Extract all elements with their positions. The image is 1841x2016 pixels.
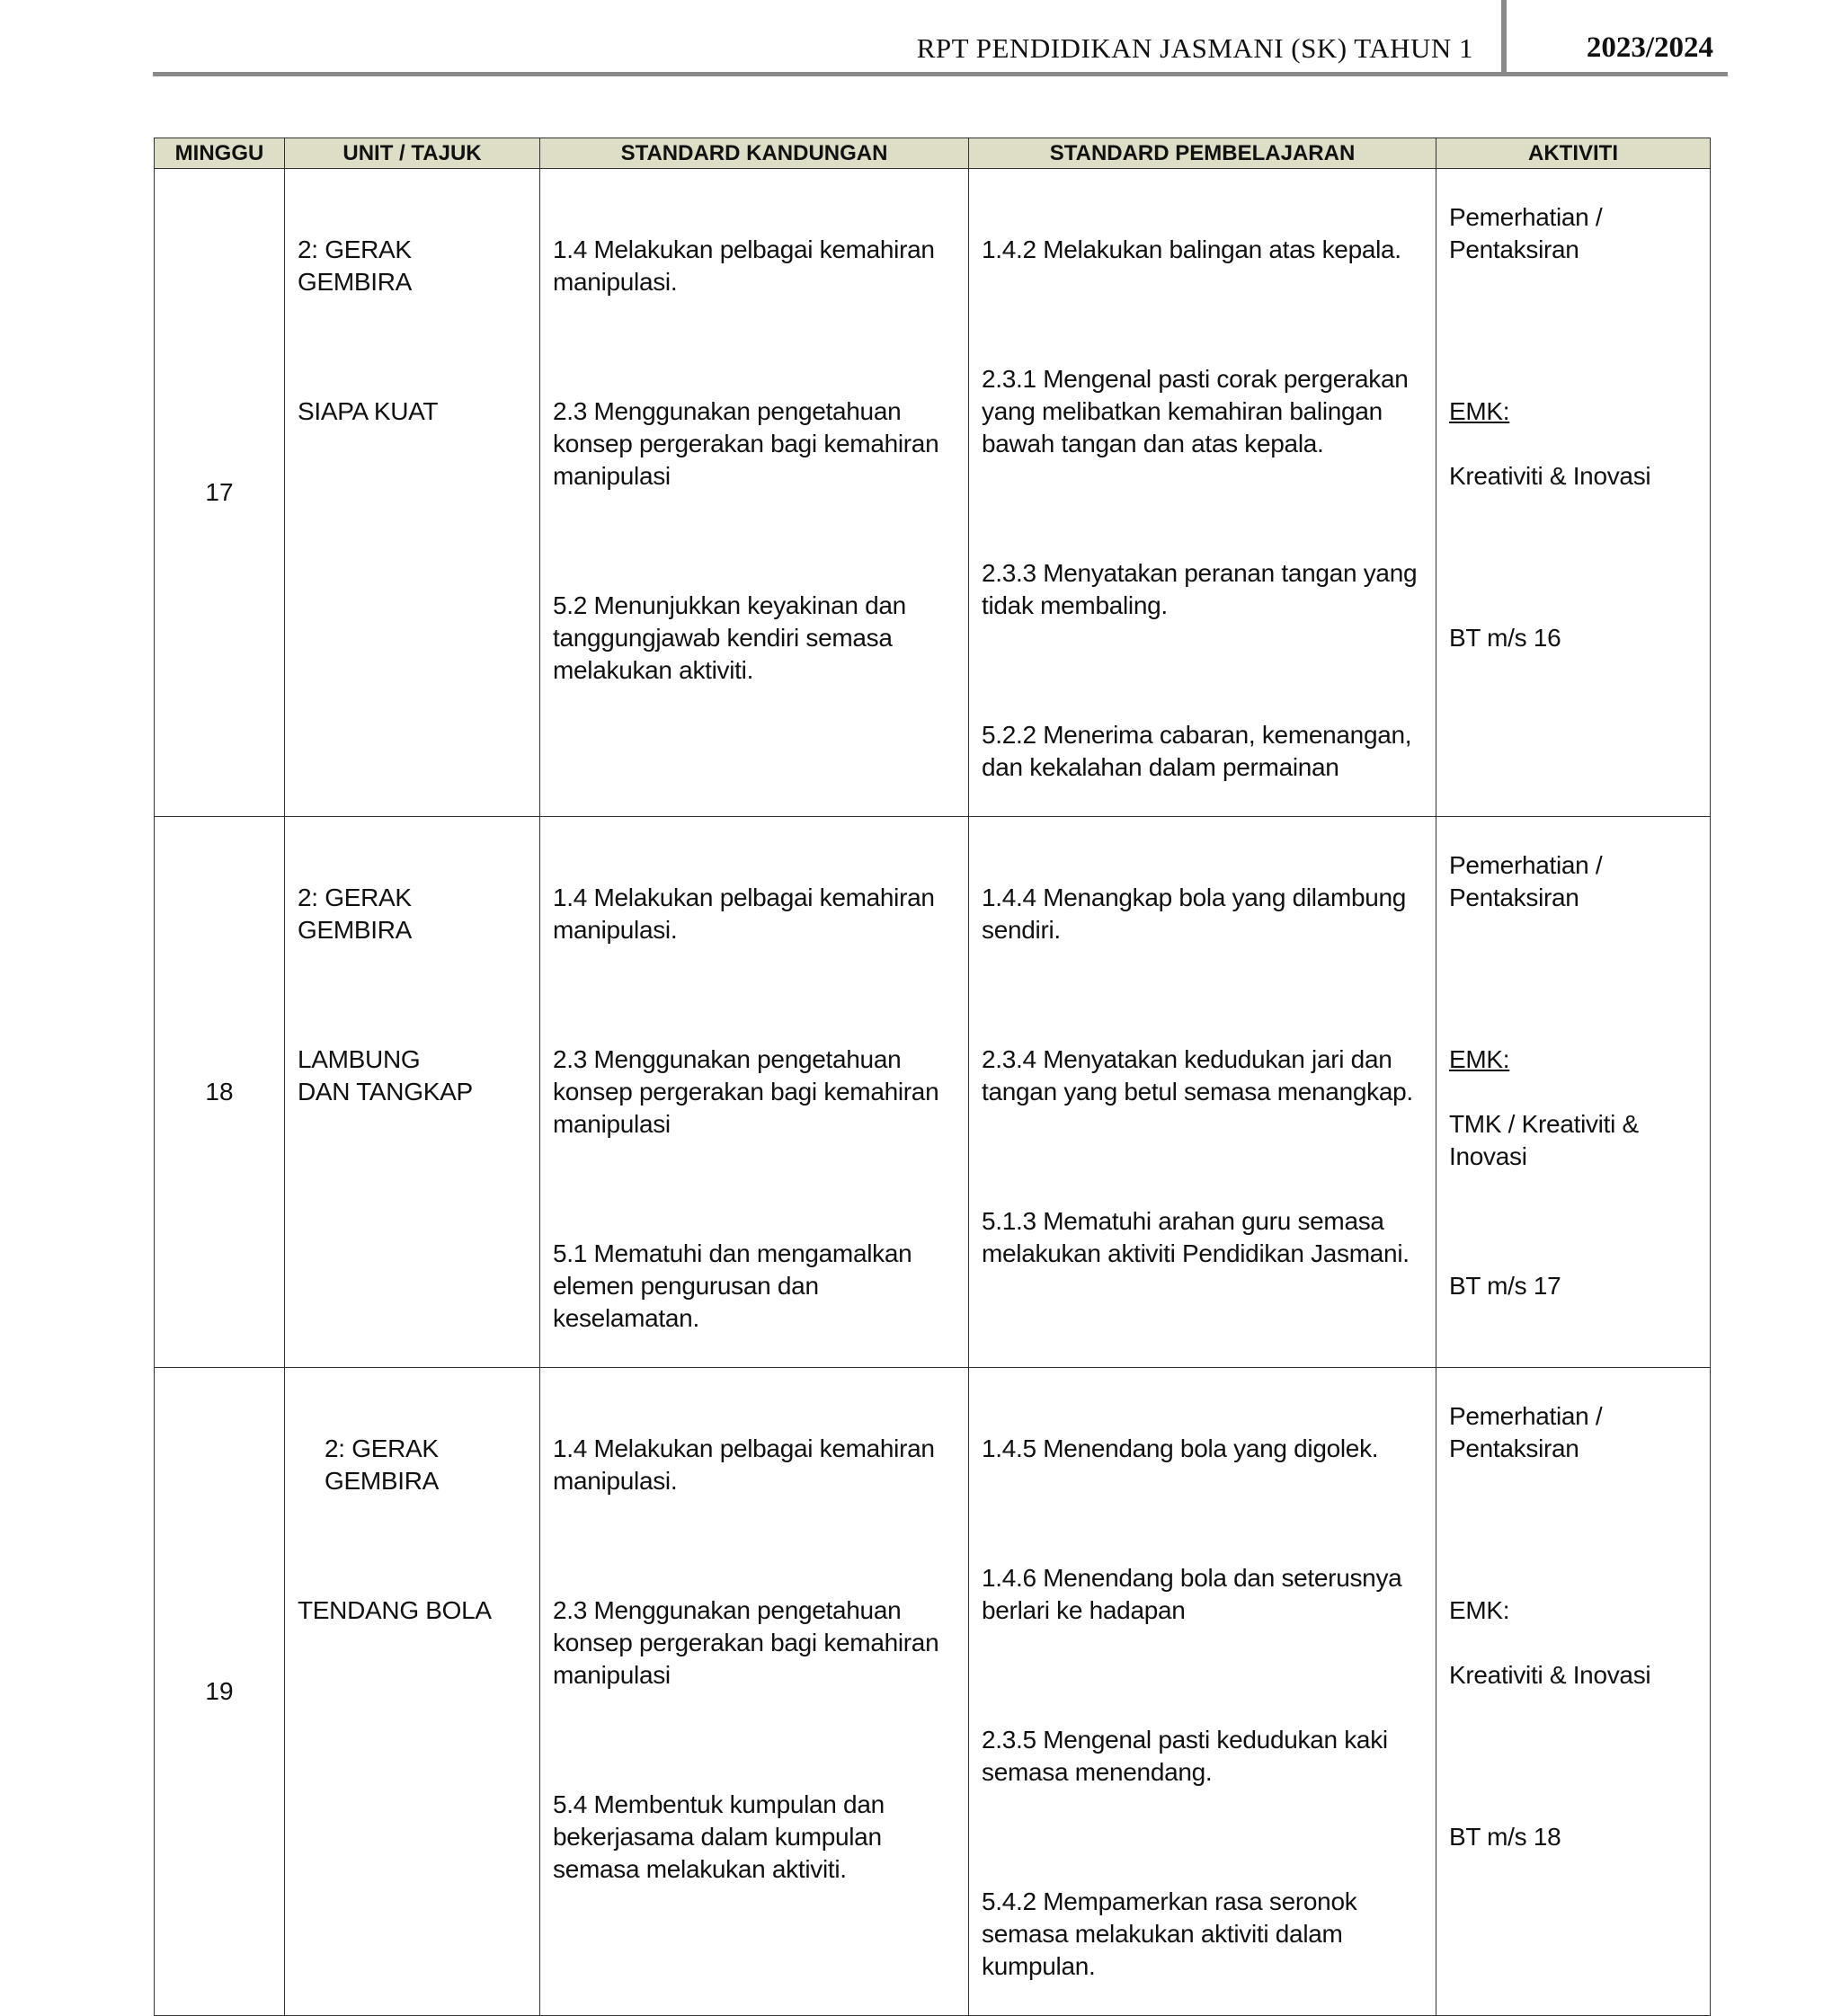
- emk-value: Kreativiti & Inovasi: [1449, 1661, 1651, 1689]
- kandungan-item: 5.4 Membentuk kumpulan dan bekerjasama dalam kumpulan semasa melakukan aktiviti.: [553, 1790, 885, 1883]
- topic-name: LAMBUNG DAN TANGKAP: [298, 1045, 473, 1106]
- kandungan-item: 5.2 Menunjukkan keyakinan dan tanggungjawab kendiri semasa melakukan aktiviti.: [553, 591, 906, 684]
- unit-cell: [285, 1368, 540, 2016]
- kandungan-item: 2.3 Menggunakan pengetahuan konsep pergerakan bagi kemahiran manipulasi: [553, 1596, 939, 1689]
- pembelajaran-item: 2.3.5 Mengenal pasti kedudukan kaki semasa menendang.: [982, 1726, 1388, 1786]
- emk-label: EMK:: [1449, 1596, 1510, 1624]
- pembelajaran-item: 5.4.2 Mempamerkan rasa seronok semasa melakukan aktiviti dalam kumpulan.: [982, 1887, 1357, 1980]
- pembelajaran-item: 2.3.4 Menyatakan kedudukan jari dan tangan yang betul semasa menangkap.: [982, 1045, 1413, 1106]
- unit-cell: [285, 169, 540, 817]
- table-header-row: [155, 138, 1711, 169]
- aktiviti-cell: [1436, 169, 1711, 817]
- bt-reference: BT m/s 17: [1449, 1272, 1561, 1300]
- week-cell: 19: [155, 1368, 285, 2016]
- bt-reference: BT m/s 18: [1449, 1823, 1561, 1851]
- kandungan-item: 1.4 Melakukan pelbagai kemahiran manipulasi.: [553, 1434, 935, 1495]
- assessment-text: Pemerhatian / Pentaksiran: [1449, 203, 1603, 263]
- document-title: RPT PENDIDIKAN JASMANI (SK) TAHUN 1: [916, 32, 1473, 64]
- bt-reference: BT m/s 16: [1449, 624, 1561, 652]
- aktiviti-cell: [1436, 817, 1711, 1368]
- unit-name: 2: GERAK GEMBIRA: [298, 235, 413, 296]
- topic-name: TENDANG BOLA: [298, 1596, 492, 1624]
- assessment-text: Pemerhatian / Pentaksiran: [1449, 1402, 1603, 1462]
- column-header-aktiviti: AKTIVITI: [1436, 138, 1711, 169]
- document-year: 2023/2024: [1586, 31, 1713, 64]
- emk-label: EMK:: [1449, 397, 1510, 425]
- header-rule: [153, 72, 1728, 76]
- table-row: [155, 169, 1711, 817]
- pembelajaran-cell: [969, 1368, 1436, 2016]
- pembelajaran-item: 2.3.1 Mengenal pasti corak pergerakan yang melibatkan kemahiran balingan bawah tangan dan atas kepala.: [982, 365, 1409, 457]
- week-cell: 17: [155, 169, 285, 817]
- column-header-pembelajaran: STANDARD PEMBELAJARAN: [969, 138, 1436, 169]
- pembelajaran-item: 1.4.5 Menendang bola yang digolek.: [982, 1434, 1379, 1462]
- page-header: [153, 0, 1728, 77]
- unit-cell: [285, 817, 540, 1368]
- unit-name: 2: GERAK GEMBIRA: [325, 1434, 440, 1495]
- kandungan-item: 1.4 Melakukan pelbagai kemahiran manipulasi.: [553, 884, 935, 944]
- pembelajaran-item: 5.2.2 Menerima cabaran, kemenangan, dan kekalahan dalam permainan: [982, 721, 1412, 781]
- week-cell: 18: [155, 817, 285, 1368]
- table-row: [155, 817, 1711, 1368]
- assessment-text: Pemerhatian / Pentaksiran: [1449, 851, 1603, 911]
- pembelajaran-item: 1.4.6 Menendang bola dan seterusnya berlari ke hadapan: [982, 1564, 1402, 1624]
- aktiviti-cell: [1436, 1368, 1711, 2016]
- header-divider: [1501, 0, 1507, 74]
- pembelajaran-item: 1.4.2 Melakukan balingan atas kepala.: [982, 235, 1401, 263]
- pembelajaran-cell: [969, 169, 1436, 817]
- topic-name: SIAPA KUAT: [298, 397, 439, 425]
- column-header-kandungan: STANDARD KANDUNGAN: [540, 138, 969, 169]
- emk-value: Kreativiti & Inovasi: [1449, 462, 1651, 490]
- unit-name: 2: GERAK GEMBIRA: [298, 884, 413, 944]
- table-row: [155, 1368, 1711, 2016]
- kandungan-cell: [540, 1368, 969, 2016]
- kandungan-cell: [540, 817, 969, 1368]
- column-header-unit: UNIT / TAJUK: [285, 138, 540, 169]
- kandungan-item: 2.3 Menggunakan pengetahuan konsep pergerakan bagi kemahiran manipulasi: [553, 1045, 939, 1138]
- pembelajaran-cell: [969, 817, 1436, 1368]
- rpt-table: [154, 138, 1711, 2016]
- kandungan-item: 2.3 Menggunakan pengetahuan konsep pergerakan bagi kemahiran manipulasi: [553, 397, 939, 490]
- pembelajaran-item: 2.3.3 Menyatakan peranan tangan yang tidak membaling.: [982, 559, 1418, 619]
- column-header-minggu: MINGGU: [155, 138, 285, 169]
- kandungan-item: 1.4 Melakukan pelbagai kemahiran manipulasi.: [553, 235, 935, 296]
- emk-label: EMK:: [1449, 1045, 1510, 1073]
- kandungan-cell: [540, 169, 969, 817]
- kandungan-item: 5.1 Mematuhi dan mengamalkan elemen pengurusan dan keselamatan.: [553, 1239, 912, 1332]
- emk-value: TMK / Kreativiti & Inovasi: [1449, 1110, 1639, 1170]
- pembelajaran-item: 1.4.4 Menangkap bola yang dilambung sendiri.: [982, 884, 1407, 944]
- pembelajaran-item: 5.1.3 Mematuhi arahan guru semasa melakukan aktiviti Pendidikan Jasmani.: [982, 1207, 1410, 1267]
